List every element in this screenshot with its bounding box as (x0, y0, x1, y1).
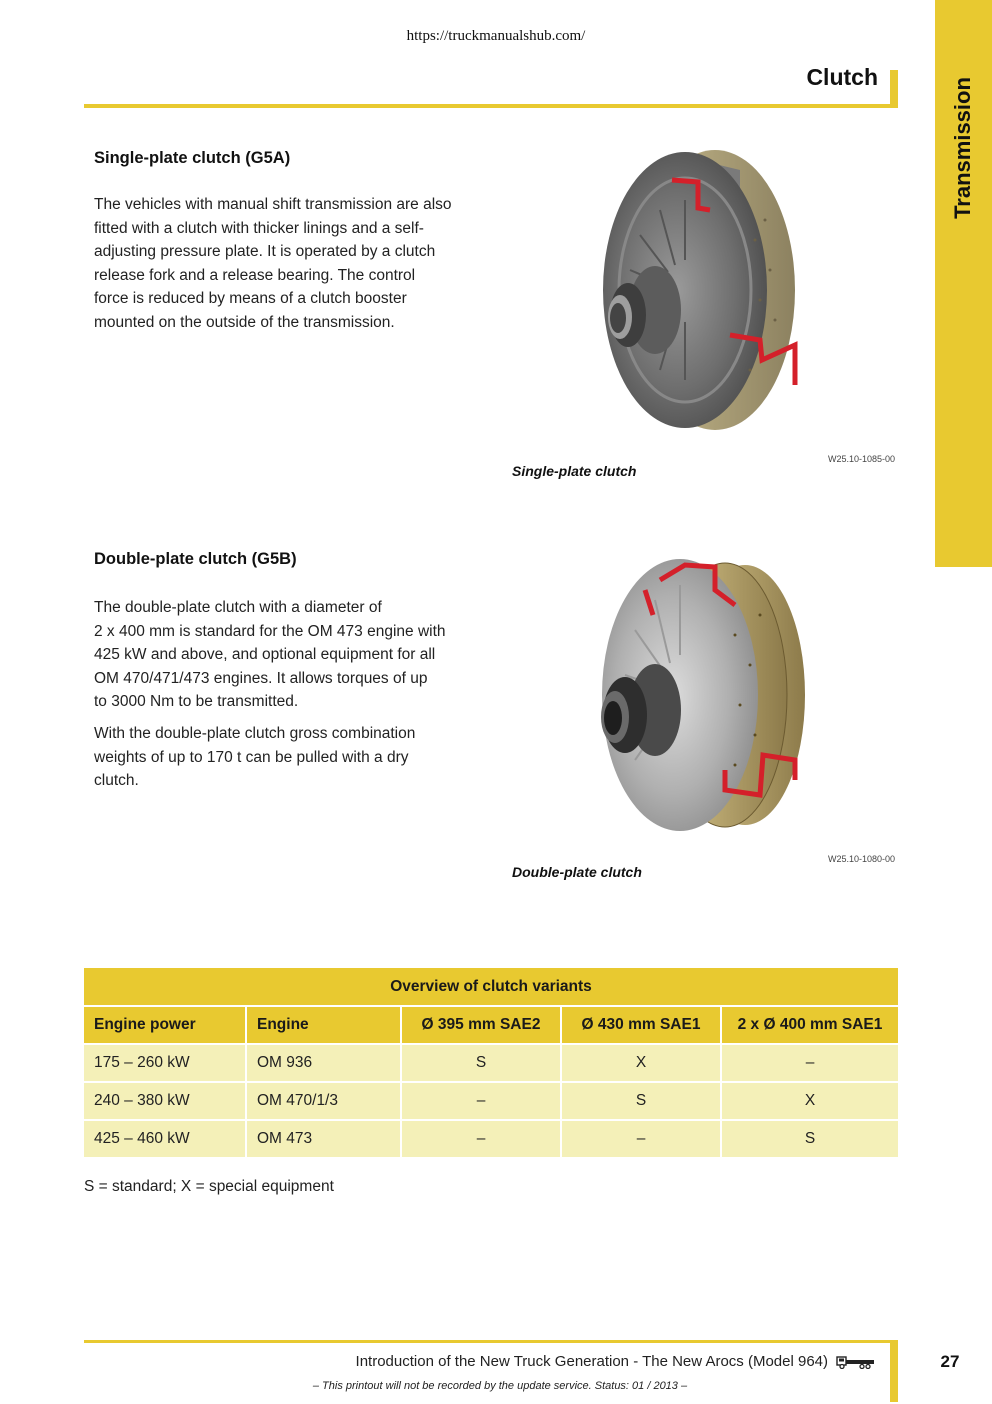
text-line: to 3000 Nm to be transmitted. (94, 693, 299, 710)
table-cell: X (721, 1082, 898, 1120)
single-plate-text (94, 193, 474, 334)
column-header-engine-power: Engine power (84, 1006, 246, 1044)
text-line: weights of up to 170 t can be pulled with a dry (94, 748, 409, 766)
column-header-2x400mm: 2 x Ø 400 mm SAE1 (721, 1006, 898, 1044)
column-header-engine: Engine (246, 1006, 401, 1044)
table-cell: S (401, 1044, 561, 1082)
footer-accent-bar (890, 1340, 898, 1402)
double-plate-heading: Double-plate clutch (G5B) (94, 550, 297, 568)
column-header-395mm: Ø 395 mm SAE2 (401, 1006, 561, 1044)
table-cell: 425 – 460 kW (84, 1120, 246, 1158)
text-line: The double-plate clutch with a diameter of (94, 599, 382, 616)
clutch-variants-table (84, 968, 898, 1159)
table-cell: – (561, 1120, 721, 1158)
text-line: 2 x 400 mm is standard for the OM 473 engine with (94, 622, 446, 640)
table-cell: – (401, 1120, 561, 1158)
text-line: force is reduced by means of a clutch booster (94, 290, 407, 307)
single-plate-clutch-illustration (580, 140, 820, 450)
page-number: 27 (940, 1352, 960, 1371)
text-line: fitted with a clutch with thicker linings and a self- (94, 219, 424, 237)
table-cell: X (561, 1044, 721, 1082)
double-plate-figure-code: W25.10-1080-00 (828, 854, 896, 864)
table-cell: S (561, 1082, 721, 1120)
double-plate-clutch-illustration (585, 545, 815, 845)
footer-title: Introduction of the New Truck Generation - The New Arocs (Model 964) (355, 1353, 828, 1370)
single-plate-heading: Single-plate clutch (G5A) (94, 149, 291, 167)
truck-icon (836, 1355, 876, 1369)
table-legend: S = standard; X = special equipment (84, 1178, 334, 1195)
double-plate-caption: Double-plate clutch (512, 864, 642, 880)
text-line: 425 kW and above, and optional equipment for all (94, 646, 436, 663)
table-cell: OM 470/1/3 (246, 1082, 401, 1120)
single-plate-figure-code: W25.10-1085-00 (828, 454, 896, 464)
text-line: release fork and a release bearing. The control (94, 266, 416, 284)
text-line: mounted on the outside of the transmission. (94, 313, 395, 331)
text-line: With the double-plate clutch gross combination (94, 725, 416, 742)
table-row (84, 1082, 898, 1120)
header-accent-bar (890, 70, 898, 108)
footer-note: – This printout will not be recorded by the update service. Status: 01 / 2013 – (312, 1380, 688, 1392)
footer-rule (84, 1340, 898, 1343)
text-line: clutch. (94, 772, 139, 789)
table-cell: – (401, 1082, 561, 1120)
source-url[interactable]: https://truckmanualshub.com/ (406, 28, 586, 44)
double-plate-text-1 (94, 596, 474, 714)
table-title: Overview of clutch variants (84, 968, 898, 1006)
section-tab-label: Transmission (950, 77, 975, 219)
table-cell: 240 – 380 kW (84, 1082, 246, 1120)
single-plate-caption: Single-plate clutch (512, 463, 637, 479)
text-line: OM 470/471/473 engines. It allows torques of up (94, 669, 428, 687)
table-cell: OM 936 (246, 1044, 401, 1082)
table-row (84, 1044, 898, 1082)
column-header-430mm: Ø 430 mm SAE1 (561, 1006, 721, 1044)
table-cell: OM 473 (246, 1120, 401, 1158)
text-line: adjusting pressure plate. It is operated by a clutch (94, 243, 436, 260)
table-cell: – (721, 1044, 898, 1082)
header-rule (84, 104, 898, 108)
table-cell: S (721, 1120, 898, 1158)
table-cell: 175 – 260 kW (84, 1044, 246, 1082)
double-plate-text-2 (94, 722, 474, 793)
table-header-row (84, 1006, 898, 1044)
text-line: The vehicles with manual shift transmission are also (94, 196, 452, 213)
table-row (84, 1120, 898, 1158)
page-title: Clutch (806, 64, 878, 90)
